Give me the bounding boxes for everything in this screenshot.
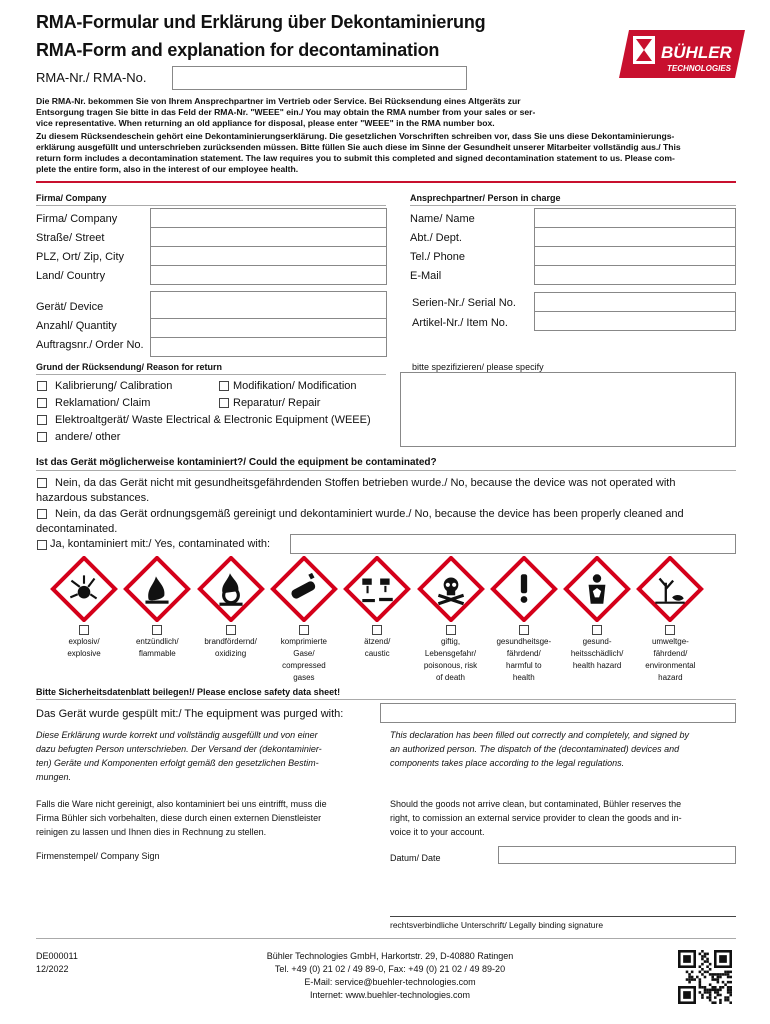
cleaned-label-2: decontaminated. — [36, 523, 118, 535]
date-label: Datum/ Date — [390, 853, 441, 863]
sds-notice: Bitte Sicherheitsdatenblatt beilegen!/ Please enclose safety data sheet! — [36, 687, 341, 697]
hazard-6 — [415, 556, 487, 686]
health-hazard-icon — [561, 556, 633, 622]
reason-heading: Grund der Rücksendung/ Reason for return — [36, 362, 223, 372]
signature-label: rechtsverbindliche Unterschrift/ Legally binding signature — [390, 920, 604, 930]
contamination-question: Ist das Gerät möglicherweise kontaminiert?/ Could the equipment be contaminated? — [36, 457, 437, 468]
hazard-checkbox[interactable] — [665, 625, 675, 635]
modification-checkbox[interactable] — [219, 381, 229, 391]
company-divider — [36, 205, 386, 206]
email-label: E-Mail — [410, 270, 442, 282]
contaminated-checkbox[interactable] — [37, 540, 47, 550]
rma-label: RMA-Nr./ RMA-No. — [36, 70, 147, 85]
serial-input[interactable] — [534, 292, 736, 312]
contaminated-input[interactable] — [290, 534, 736, 554]
device-input[interactable] — [150, 291, 387, 319]
hazard-checkbox[interactable] — [372, 625, 382, 635]
hazard-caption: ätzend/ caustic — [364, 637, 391, 658]
hazard-caption: gesundheitsge- fährdend/ harmful to health — [496, 637, 552, 682]
country-input[interactable] — [150, 265, 387, 285]
serial-label: Serien-Nr./ Serial No. — [412, 297, 516, 309]
purged-label: Das Gerät wurde gespült mit:/ The equipment was purged with: — [36, 708, 344, 720]
email-input[interactable] — [534, 265, 736, 285]
repair-label: Reparatur/ Repair — [233, 397, 321, 409]
footer-divider — [36, 938, 736, 939]
dept-label: Abt./ Dept. — [410, 232, 462, 244]
title-en: RMA-Form and explanation for decontamination — [36, 40, 440, 60]
sds-divider — [36, 699, 736, 700]
hazard-2 — [121, 556, 193, 686]
dept-input[interactable] — [534, 227, 736, 247]
item-input[interactable] — [534, 311, 736, 331]
contamination-divider — [36, 470, 736, 471]
exclamation-icon — [488, 556, 560, 622]
contact-name-input[interactable] — [534, 208, 736, 228]
cleaned-label-1: Nein, da das Gerät ordnungsgemäß gereinigt und dekontaminiert wurde./ No, because the device has been properly cleaned and — [55, 508, 684, 520]
purged-input[interactable] — [380, 703, 736, 723]
specify-textarea[interactable] — [400, 372, 736, 447]
company-name-input[interactable] — [150, 208, 387, 228]
reason-divider — [36, 374, 386, 375]
hazard-caption: umweltge- fährdend/ environmental hazard — [645, 637, 696, 682]
calibration-label: Kalibrierung/ Calibration — [55, 380, 173, 392]
order-input[interactable] — [150, 337, 387, 357]
country-label: Land/ Country — [36, 270, 106, 282]
company-name-label: Firma/ Company — [36, 213, 118, 225]
buehler-logo — [617, 22, 745, 78]
cleaned-checkbox[interactable] — [37, 509, 47, 519]
gas-cylinder-icon — [268, 556, 340, 622]
phone-label: Tel./ Phone — [410, 251, 466, 263]
hazard-5 — [341, 556, 413, 686]
modification-label: Modifikation/ Modification — [233, 380, 357, 392]
city-input[interactable] — [150, 246, 387, 266]
intro-paragraph-1: Die RMA-Nr. bekommen Sie von Ihrem Ansprechpartner im Vertrieb oder Service. Bei Rücksendung eines Altgeräts zur Entsorgung tragen Sie bitte in das Feld der RMA-Nr. "WEEE" ein./ You may obtain the RMA number from your sales or ser- vice representative. When returning an old appliance for disposal, please enter "WEEE" in the RMA number box. — [36, 96, 536, 128]
not-clean-en: Should the goods not arrive clean, but contaminated, Bühler reserves the right, to comission an external service provider to clean the goods and in- voice it to your account. — [390, 799, 682, 837]
flame-icon — [121, 556, 193, 622]
company-address: Bühler Technologies GmbH, Harkortstr. 29, D-40880 Ratingen Tel. +49 (0) 21 02 / 49 89-0, Fax: +49 (0) 21 02 / 49 89-20 E-Mail: service@buehler-technologies.com Internet: www.buehler-technologies.com — [266, 951, 514, 1000]
contaminated-label: Ja, kontaminiert mit:/ Yes, contaminated with: — [50, 538, 271, 550]
signature-line[interactable] — [390, 916, 736, 917]
title-de: RMA-Formular und Erklärung über Dekontaminierung — [36, 12, 486, 32]
svg-text:BÜHLER: BÜHLER — [661, 43, 732, 62]
declaration-de: Diese Erklärung wurde korrekt und vollständig ausgefüllt und von einer dazu befugten Person unterschrieben. Der Versand der (dekontaminier- ten) Geräte und Komponenten erfolgt gemäß den gesetzlichen Bestim- mungen. — [36, 730, 322, 782]
claim-label: Reklamation/ Claim — [55, 397, 151, 409]
document-revision: 12/2022 — [36, 964, 69, 974]
hazard-checkbox[interactable] — [79, 625, 89, 635]
street-input[interactable] — [150, 227, 387, 247]
street-label: Straße/ Street — [36, 232, 105, 244]
city-label: PLZ, Ort/ Zip, City — [36, 251, 125, 263]
contact-heading: Ansprechpartner/ Person in charge — [410, 193, 561, 203]
hazard-caption: explosiv/ explosive — [67, 637, 101, 658]
corrosive-icon — [341, 556, 413, 622]
document-number: DE000011 — [36, 951, 78, 961]
repair-checkbox[interactable] — [219, 398, 229, 408]
hazard-checkbox[interactable] — [519, 625, 529, 635]
intro-paragraph-2: Zu diesem Rücksendeschein gehört eine Dekontaminierungserklärung. Die gesetzlichen Vorschriften schreiben vor, dass Sie uns diese Dekontaminierungs- erklärung ausgefüllt und unterschrieben zurücksenden müssen. Bitte füllen Sie auch diese im Sinne der Gesundheit unserer Mitarbeiter vollständig aus./ This return form includes a decontamination statement. The law requires you to submit this completed and signed decontamination statement to us. Please com- plete the entire form, also in the interest of our employee health. — [36, 131, 681, 174]
hazard-caption: giftig, Lebensgefahr/ poisonous, risk of death — [423, 637, 478, 682]
other-checkbox[interactable] — [37, 432, 47, 442]
phone-input[interactable] — [534, 246, 736, 266]
hazard-caption: entzündlich/ flammable — [135, 637, 179, 658]
quantity-label: Anzahl/ Quantity — [36, 320, 117, 332]
contact-name-label: Name/ Name — [410, 213, 475, 225]
hazard-9 — [634, 556, 706, 686]
calibration-checkbox[interactable] — [37, 381, 47, 391]
svg-text:TECHNOLOGIES: TECHNOLOGIES — [667, 64, 732, 73]
not-operated-checkbox[interactable] — [37, 478, 47, 488]
claim-checkbox[interactable] — [37, 398, 47, 408]
company-heading: Firma/ Company — [36, 193, 107, 203]
hazard-3 — [195, 556, 267, 686]
environment-icon — [634, 556, 706, 622]
hazard-pictograms — [36, 556, 736, 686]
device-label: Gerät/ Device — [36, 301, 104, 313]
explosive-icon — [48, 556, 120, 622]
hazard-4 — [268, 556, 340, 686]
not-clean-de: Falls die Ware nicht gereinigt, also kontaminiert bei uns eintrifft, muss die Firma Bühler sich vorbehalten, diese durch einen externen Dienstleister reinigen zu lassen und Ihnen dies in Rechnung zu stellen. — [36, 799, 327, 837]
contact-divider — [410, 205, 736, 206]
not-operated-label-1: Nein, da das Gerät nicht mit gesundheitsgefährdenden Stoffen betrieben wurde./ No, because the device was not operated with — [55, 477, 676, 489]
company-stamp-label: Firmenstempel/ Company Sign — [36, 851, 160, 861]
header-divider — [36, 181, 736, 183]
skull-icon — [415, 556, 487, 622]
hazard-caption: komprimierte Gase/ compressed gases — [280, 637, 327, 682]
hazard-checkbox[interactable] — [152, 625, 162, 635]
qr-code-icon — [678, 950, 732, 1004]
hazard-7 — [488, 556, 560, 686]
hazard-caption: brandfördernd/ oxidizing — [204, 637, 257, 658]
oxidizing-icon — [195, 556, 267, 622]
hazard-checkbox[interactable] — [299, 625, 309, 635]
hazard-checkbox[interactable] — [226, 625, 236, 635]
hazard-caption: gesund- heitsschädlich/ health hazard — [570, 637, 624, 670]
order-label: Auftragsnr./ Order No. — [36, 339, 144, 351]
declaration-en: This declaration has been filled out correctly and completely, and signed by an authorized person. The dispatch of the (decontaminated) devices and components takes place according to the legal regulations. — [390, 730, 690, 768]
hazard-checkbox[interactable] — [446, 625, 456, 635]
hazard-8 — [561, 556, 633, 686]
not-operated-label-2: hazardous substances. — [36, 492, 150, 504]
specify-label: bitte spezifizieren/ please specify — [412, 362, 544, 372]
hazard-1 — [48, 556, 120, 686]
date-input[interactable] — [498, 846, 736, 864]
hazard-checkbox[interactable] — [592, 625, 602, 635]
other-label: andere/ other — [55, 431, 121, 443]
weee-label: Elektroaltgerät/ Waste Electrical & Electronic Equipment (WEEE) — [55, 414, 371, 426]
item-label: Artikel-Nr./ Item No. — [412, 317, 508, 329]
weee-checkbox[interactable] — [37, 415, 47, 425]
quantity-input[interactable] — [150, 318, 387, 338]
rma-input[interactable] — [172, 66, 467, 90]
